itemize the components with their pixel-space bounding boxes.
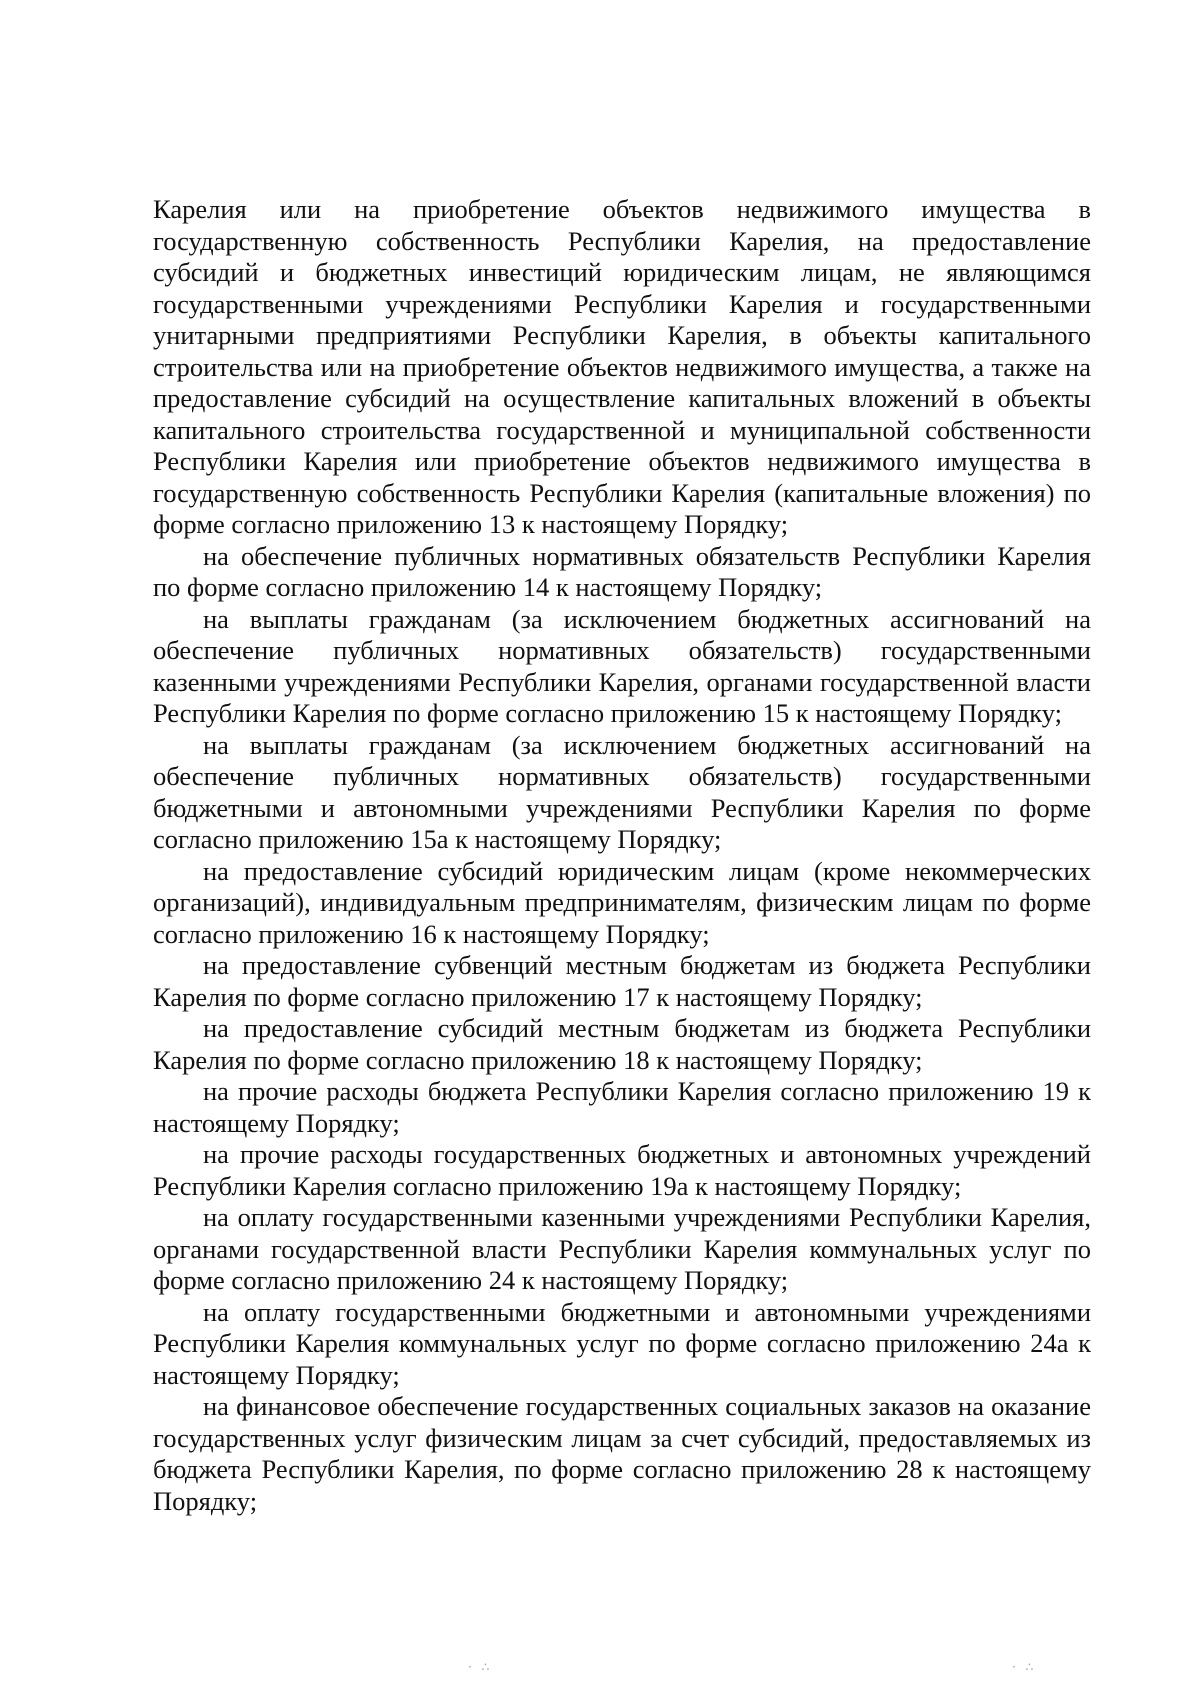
paragraph-public-obligations: на обеспечение публичных нормативных обязательств Республики Карелия по форме согласно приложению 14 к настоящему Порядку; bbox=[153, 540, 1091, 602]
paragraph-other-expenses-institutions: на прочие расходы государственных бюджетных и автономных учреждений Республики Карелия согласно приложению 19а к настоящему Порядку; bbox=[153, 1139, 1091, 1201]
paragraph-capital-investments: Карелия или на приобретение объектов недвижимого имущества в государственную собственность Республики Карелия, на предоставление субсидий и бюджетных инвестиций юридическим лицам, не являющимся государственными учреждениями Республики Карелия и государственными унитарными предприятиями Республики Карелия, в объекты капитального строительства или на приобретение объектов недвижимого имущества, а также на предоставление субсидий на осуществление капитальных вложений в объекты капитального строительства государственной и муниципальной собственности Республики Карелия или приобретение объектов недвижимого имущества в государственную собственность Республики Карелия (капитальные вложения) по форме согласно приложению 13 к настоящему Порядку; bbox=[153, 194, 1091, 539]
document-body bbox=[153, 194, 1091, 1517]
paragraph-utilities-kazennye: на оплату государственными казенными учреждениями Республики Карелия, органами государственной власти Республики Карелия коммунальных услуг по форме согласно приложению 24 к настоящему Порядку; bbox=[153, 1202, 1091, 1295]
paragraph-subsidies-local-budgets: на предоставление субсидий местным бюджетам из бюджета Республики Карелия по форме согласно приложению 18 к настоящему Порядку; bbox=[153, 1013, 1091, 1075]
scan-artifact: · ∴ bbox=[468, 1660, 493, 1674]
paragraph-subventions-local-budgets: на предоставление субвенций местным бюджетам из бюджета Республики Карелия по форме согласно приложению 17 к настоящему Порядку; bbox=[153, 950, 1091, 1012]
paragraph-payments-kazennye: на выплаты гражданам (за исключением бюджетных ассигнований на обеспечение публичных нормативных обязательств) государственными казенными учреждениями Республики Карелия, органами государственной власти Республики Карелия по форме согласно приложению 15 к настоящему Порядку; bbox=[153, 603, 1091, 728]
paragraph-other-expenses-budget: на прочие расходы бюджета Республики Карелия согласно приложению 19 к настоящему Порядку; bbox=[153, 1076, 1091, 1138]
scan-artifact: · ∴ bbox=[1012, 1660, 1037, 1674]
paragraph-payments-budget-autonomous: на выплаты гражданам (за исключением бюджетных ассигнований на обеспечение публичных нормативных обязательств) государственными бюджетными и автономными учреждениями Республики Карелия по форме согласно приложению 15а к настоящему Порядку; bbox=[153, 729, 1091, 854]
paragraph-subsidies-legal-entities: на предоставление субсидий юридическим лицам (кроме некоммерческих организаций), индивидуальным предпринимателям, физическим лицам по форме согласно приложению 16 к настоящему Порядку; bbox=[153, 855, 1091, 949]
paragraph-utilities-budget-autonomous: на оплату государственными бюджетными и автономными учреждениями Республики Карелия коммунальных услуг по форме согласно приложению 24а к настоящему Порядку; bbox=[153, 1296, 1091, 1390]
paragraph-social-orders: на финансовое обеспечение государственных социальных заказов на оказание государственных услуг физическим лицам за счет субсидий, предоставляемых из бюджета Республики Карелия, по форме согласно приложению 28 к настоящему Порядку; bbox=[153, 1391, 1091, 1516]
